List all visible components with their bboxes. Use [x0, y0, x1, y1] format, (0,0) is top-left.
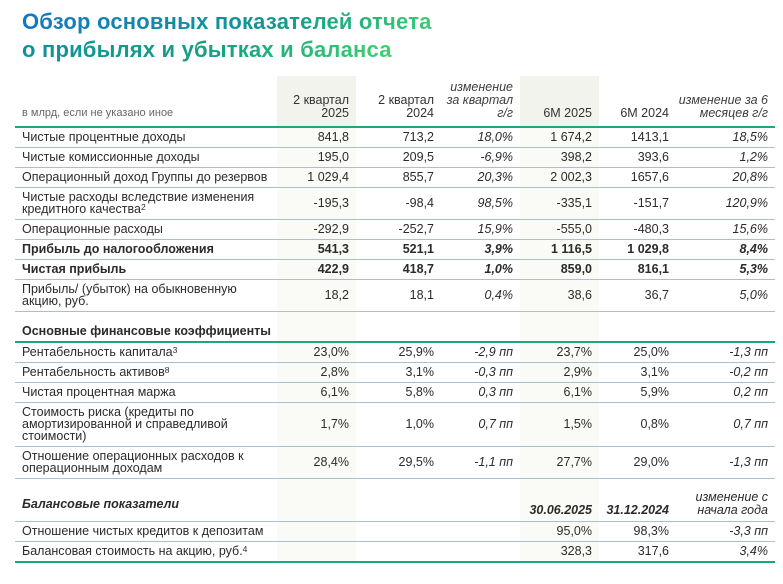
cell-6m-2024: [599, 312, 676, 322]
column-header-q2-2025: 2 квартал 2025: [277, 76, 356, 127]
cell-change-6m: -3,3 пп: [676, 522, 775, 542]
cell-q2-2025: 2,8%: [277, 362, 356, 382]
cell-change-6m: 20,8%: [676, 168, 775, 188]
cell-6m-2024: [599, 322, 676, 342]
cell-q2-2025: 28,4%: [277, 446, 356, 478]
cell-6m-2025: [520, 322, 599, 342]
cell-6m-2025: 1,5%: [520, 402, 599, 446]
cell-q2-2024: 29,5%: [356, 446, 441, 478]
table-row: [15, 446, 775, 478]
cell-q2-2024: 25,9%: [356, 342, 441, 363]
cell-q2-2024: [356, 312, 441, 322]
row-label: Прибыль до налогообложения: [15, 240, 277, 260]
row-label: Балансовая стоимость на акцию, руб.$^4$: [15, 542, 277, 563]
cell-q2-2024: [356, 322, 441, 342]
cell-6m-2024: 3,1%: [599, 362, 676, 382]
cell-change-6m: 8,4%: [676, 240, 775, 260]
cell-6m-2024: [599, 478, 676, 488]
cell-change-6m: [676, 478, 775, 488]
cell-q2-2024: 3,1%: [356, 362, 441, 382]
table-row: [15, 478, 775, 488]
cell-change-quarter: -0,3 пп: [441, 362, 520, 382]
table-body: [15, 127, 775, 562]
cell-6m-2025: 1 674,2: [520, 127, 599, 148]
cell-q2-2025: [277, 478, 356, 488]
row-label: Чистые комиссионные доходы: [15, 148, 277, 168]
cell-q2-2024: 418,7: [356, 260, 441, 280]
cell-6m-2025: [520, 312, 599, 322]
cell-q2-2024: [356, 542, 441, 563]
cell-q2-2024: -252,7: [356, 220, 441, 240]
cell-change-6m: 5,3%: [676, 260, 775, 280]
cell-6m-2024: 393,6: [599, 148, 676, 168]
table-row: [15, 148, 775, 168]
column-header-change-quarter: изменение за квартал г/г: [441, 76, 520, 127]
cell-change-quarter: 0,7 пп: [441, 402, 520, 446]
cell-change-6m: изменение с начала года: [676, 488, 775, 522]
table-row: [15, 168, 775, 188]
cell-q2-2025: [277, 522, 356, 542]
table-row: [15, 402, 775, 446]
cell-change-6m: 5,0%: [676, 280, 775, 312]
cell-q2-2024: 713,2: [356, 127, 441, 148]
cell-6m-2025: -335,1: [520, 188, 599, 220]
cell-6m-2025: 38,6: [520, 280, 599, 312]
table-row: [15, 342, 775, 363]
cell-change-6m: 0,2 пп: [676, 382, 775, 402]
cell-q2-2025: 422,9: [277, 260, 356, 280]
unit-note: в млрд, если не указано иное: [15, 76, 277, 127]
cell-q2-2024: 209,5: [356, 148, 441, 168]
cell-q2-2024: 1,0%: [356, 402, 441, 446]
row-label: Отношение чистых кредитов к депозитам: [15, 522, 277, 542]
footnote-marker: 3: [172, 344, 178, 355]
row-label: Чистая прибыль: [15, 260, 277, 280]
cell-6m-2024: 816,1: [599, 260, 676, 280]
table-header-row: [15, 76, 775, 127]
column-header-6m-2025: 6М 2025: [520, 76, 599, 127]
row-label: Рентабельность капитала$^3$: [15, 342, 277, 363]
cell-change-6m: 1,2%: [676, 148, 775, 168]
cell-6m-2024: 25,0%: [599, 342, 676, 363]
column-header-q2-2024: 2 квартал 2024: [356, 76, 441, 127]
cell-6m-2025: 23,7%: [520, 342, 599, 363]
page-title-line1: Обзор основных показателей отчета: [22, 9, 432, 34]
cell-change-quarter: -2,9 пп: [441, 342, 520, 363]
cell-change-quarter: 0,3 пп: [441, 382, 520, 402]
cell-q2-2025: -195,3: [277, 188, 356, 220]
cell-6m-2024: -151,7: [599, 188, 676, 220]
row-label: Балансовые показатели: [15, 488, 277, 522]
cell-q2-2024: -98,4: [356, 188, 441, 220]
table-row: [15, 322, 775, 342]
cell-6m-2025: 328,3: [520, 542, 599, 563]
cell-change-quarter: 0,4%: [441, 280, 520, 312]
cell-q2-2025: 1,7%: [277, 402, 356, 446]
table-row: [15, 362, 775, 382]
cell-6m-2024: 317,6: [599, 542, 676, 563]
table-row: [15, 280, 775, 312]
cell-q2-2024: [356, 478, 441, 488]
row-label: Операционные расходы: [15, 220, 277, 240]
row-label: Рентабельность активов$^8$: [15, 362, 277, 382]
cell-q2-2024: 18,1: [356, 280, 441, 312]
cell-change-6m: -0,2 пп: [676, 362, 775, 382]
table-row: [15, 240, 775, 260]
cell-6m-2024: 98,3%: [599, 522, 676, 542]
footnote-marker: 8: [164, 364, 170, 375]
page-title-line2: о прибылях и убытках и баланса: [22, 37, 392, 62]
cell-change-quarter: [441, 522, 520, 542]
column-header-change-6m: изменение за 6 месяцев г/г: [676, 76, 775, 127]
cell-6m-2025: 95,0%: [520, 522, 599, 542]
cell-change-quarter: 15,9%: [441, 220, 520, 240]
cell-change-6m: 18,5%: [676, 127, 775, 148]
cell-q2-2025: 1 029,4: [277, 168, 356, 188]
cell-q2-2024: [356, 522, 441, 542]
cell-6m-2025: 6,1%: [520, 382, 599, 402]
table-row: [15, 127, 775, 148]
cell-6m-2025: 27,7%: [520, 446, 599, 478]
cell-6m-2025: [520, 478, 599, 488]
cell-change-6m: [676, 322, 775, 342]
footnote-marker: 2: [140, 202, 146, 212]
table-row: [15, 522, 775, 542]
cell-6m-2024: 1 029,8: [599, 240, 676, 260]
cell-q2-2025: 18,2: [277, 280, 356, 312]
cell-q2-2025: 541,3: [277, 240, 356, 260]
cell-change-quarter: -6,9%: [441, 148, 520, 168]
cell-q2-2025: -292,9: [277, 220, 356, 240]
footnote-marker: 4: [242, 544, 248, 554]
cell-6m-2024: 29,0%: [599, 446, 676, 478]
cell-change-6m: 3,4%: [676, 542, 775, 563]
cell-change-6m: -1,3 пп: [676, 342, 775, 363]
cell-change-quarter: [441, 488, 520, 522]
report-page: [0, 8, 783, 584]
cell-change-6m: -1,3 пп: [676, 446, 775, 478]
row-label: Стоимость риска (кредиты по амортизированной и справедливой стоимости): [15, 402, 277, 446]
cell-6m-2025: 398,2: [520, 148, 599, 168]
table-row: [15, 542, 775, 563]
cell-q2-2024: 855,7: [356, 168, 441, 188]
cell-change-quarter: 3,9%: [441, 240, 520, 260]
cell-change-quarter: [441, 478, 520, 488]
cell-q2-2025: 841,8: [277, 127, 356, 148]
cell-q2-2024: 521,1: [356, 240, 441, 260]
cell-q2-2025: [277, 322, 356, 342]
page-title: [22, 8, 783, 64]
row-label: Чистые расходы вследствие изменения кредитного качества$^2$: [15, 188, 277, 220]
cell-change-6m: 120,9%: [676, 188, 775, 220]
cell-change-quarter: [441, 312, 520, 322]
cell-q2-2025: 195,0: [277, 148, 356, 168]
cell-change-quarter: [441, 542, 520, 563]
cell-6m-2025: 2,9%: [520, 362, 599, 382]
row-label: Операционный доход Группы до резервов: [15, 168, 277, 188]
row-label: Отношение операционных расходов к операционным доходам: [15, 446, 277, 478]
cell-q2-2025: [277, 312, 356, 322]
cell-change-quarter: 98,5%: [441, 188, 520, 220]
row-label: Прибыль/ (убыток) на обыкновенную акцию, руб.: [15, 280, 277, 312]
cell-6m-2024: 1413,1: [599, 127, 676, 148]
row-label: [15, 478, 277, 488]
table-row: [15, 312, 775, 322]
row-label: Чистые процентные доходы: [15, 127, 277, 148]
cell-change-quarter: [441, 322, 520, 342]
cell-change-6m: [676, 312, 775, 322]
cell-6m-2025: 2 002,3: [520, 168, 599, 188]
cell-q2-2025: [277, 488, 356, 522]
cell-6m-2025: 1 116,5: [520, 240, 599, 260]
table-row: [15, 382, 775, 402]
cell-q2-2024: 5,8%: [356, 382, 441, 402]
cell-6m-2025: 30.06.2025: [520, 488, 599, 522]
cell-change-quarter: 20,3%: [441, 168, 520, 188]
cell-6m-2024: -480,3: [599, 220, 676, 240]
cell-change-quarter: -1,1 пп: [441, 446, 520, 478]
cell-6m-2024: 36,7: [599, 280, 676, 312]
cell-change-6m: 0,7 пп: [676, 402, 775, 446]
table-row: [15, 260, 775, 280]
cell-change-quarter: 18,0%: [441, 127, 520, 148]
row-label: [15, 312, 277, 322]
cell-6m-2024: 0,8%: [599, 402, 676, 446]
cell-6m-2025: 859,0: [520, 260, 599, 280]
cell-6m-2024: 1657,6: [599, 168, 676, 188]
row-label: Основные финансовые коэффициенты: [15, 322, 277, 342]
cell-q2-2025: 6,1%: [277, 382, 356, 402]
column-header-6m-2024: 6М 2024: [599, 76, 676, 127]
table-row: [15, 188, 775, 220]
cell-change-quarter: 1,0%: [441, 260, 520, 280]
cell-change-6m: 15,6%: [676, 220, 775, 240]
table-row: [15, 488, 775, 522]
cell-q2-2025: [277, 542, 356, 563]
cell-6m-2024: 5,9%: [599, 382, 676, 402]
cell-q2-2024: [356, 488, 441, 522]
row-label: Чистая процентная маржа: [15, 382, 277, 402]
table-row: [15, 220, 775, 240]
cell-6m-2025: -555,0: [520, 220, 599, 240]
cell-6m-2024: 31.12.2024: [599, 488, 676, 522]
cell-q2-2025: 23,0%: [277, 342, 356, 363]
financial-indicators-table: [15, 76, 775, 563]
